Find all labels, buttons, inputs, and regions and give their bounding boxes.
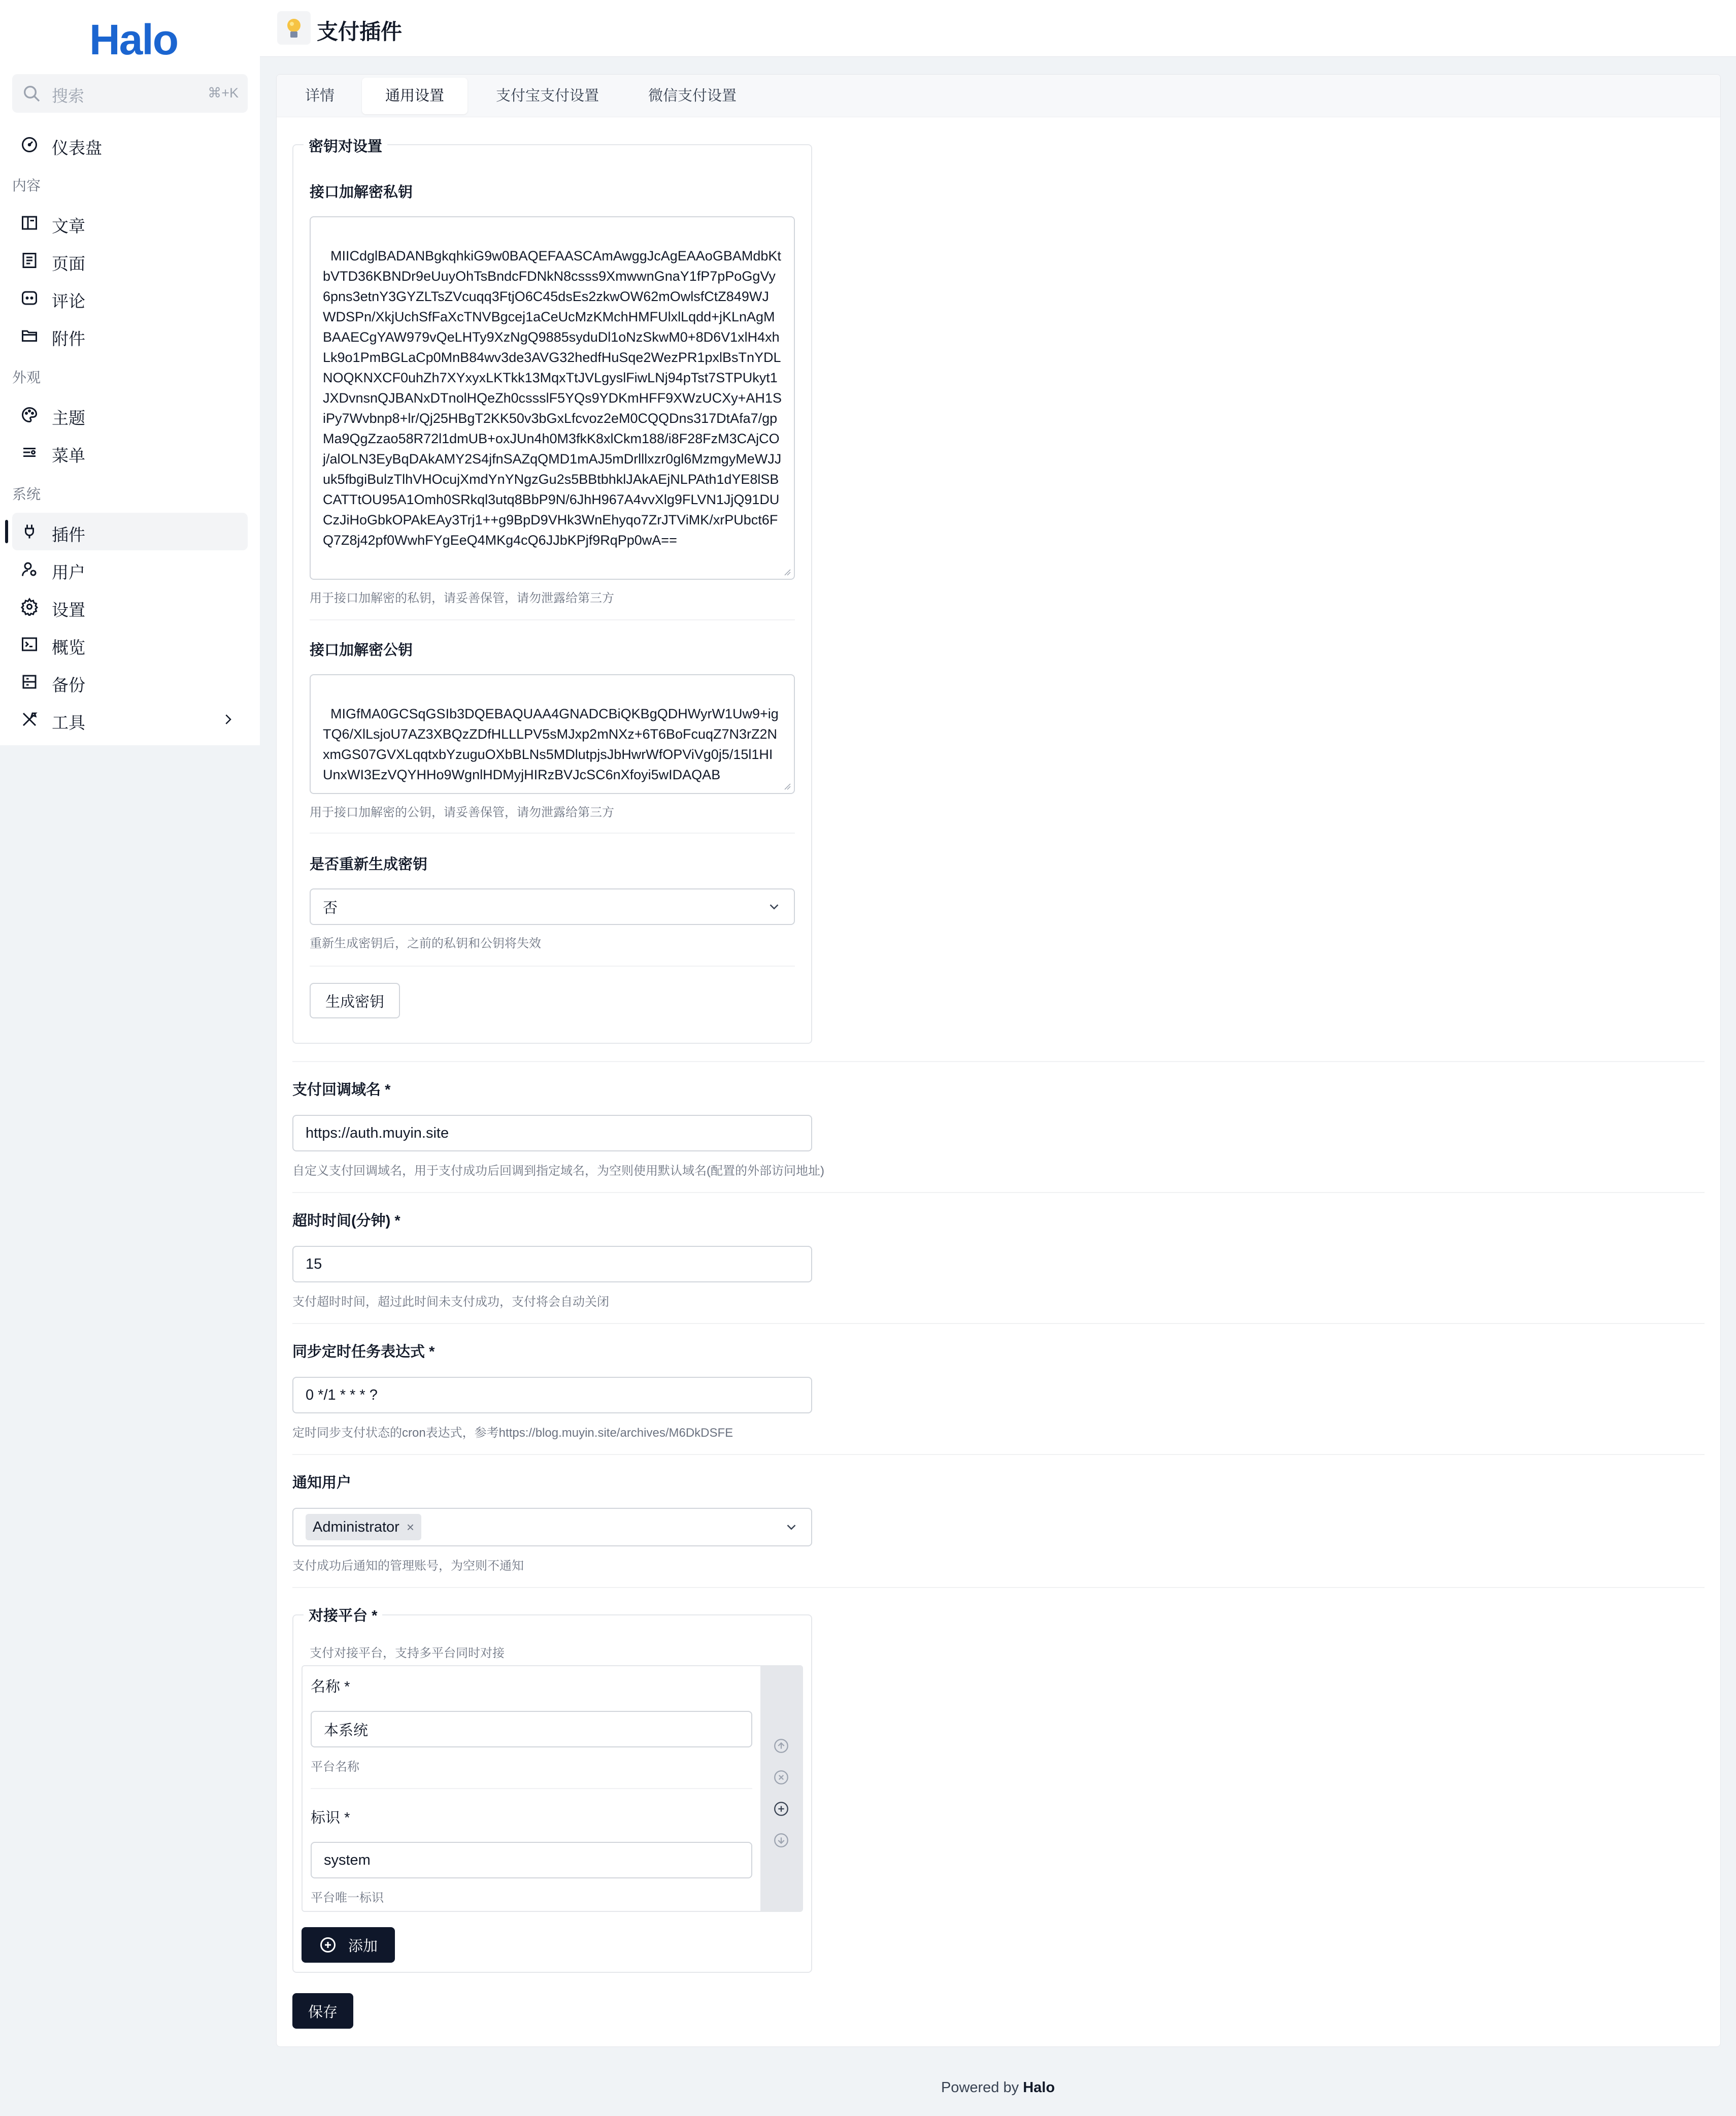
tab-general-settings[interactable]: 通用设置 bbox=[362, 78, 468, 114]
plug-icon bbox=[20, 522, 39, 541]
chevron-down-icon bbox=[766, 899, 782, 914]
cron-value: 0 */1 * * * ? bbox=[306, 1386, 378, 1403]
platform-id-value: system bbox=[324, 1852, 371, 1868]
sidebar-item-label: 评论 bbox=[52, 292, 85, 311]
cron-help: 定时同步支付状态的cron表达式，参考https://blog.muyin.site/archives/M6DkDSFE bbox=[292, 1426, 733, 1440]
callback-domain-input[interactable] bbox=[292, 1115, 812, 1151]
resize-grip-icon[interactable] bbox=[783, 782, 791, 790]
sidebar-item-label: 菜单 bbox=[52, 446, 85, 465]
public-key-value: MIGfMA0GCSqGSIb3DQEBAQUAA4GNADCBiQKBgQDHWyrW1Uw9+igTQ6/XlLsjoU7AZ3XBQzZDfHLLLPV5sMJxp2mNXz+6T6BoFcuqZ7N3rZ2NxmGS07GVXLqqtxbYzuguOXbBLNs5MDlutpjsJbHwrWfOPViVg0j5/15l1HIUnxWI3EzVQYHHo9WgnlHDMyjHIRzBVJcSC6nXfoyi5wIDAQAB bbox=[323, 706, 779, 782]
plugin-logo-icon bbox=[277, 11, 311, 45]
search-placeholder: 搜索 bbox=[52, 87, 85, 105]
sidebar-item-overview[interactable] bbox=[12, 625, 248, 663]
search-box[interactable] bbox=[12, 74, 248, 113]
entry-action-rail bbox=[760, 1666, 802, 1911]
platforms-help: 支付对接平台，支持多平台同时对接 bbox=[310, 1646, 505, 1660]
tab-alipay-settings[interactable]: 支付宝支付设置 bbox=[496, 88, 599, 104]
move-down-icon[interactable] bbox=[773, 1832, 790, 1849]
callback-help: 自定义支付回调域名，用于支付成功后回调到指定域名，为空则使用默认域名(配置的外部访问地址) bbox=[292, 1164, 824, 1178]
sidebar-item-label: 备份 bbox=[52, 676, 85, 695]
platform-id-help: 平台唯一标识 bbox=[311, 1891, 384, 1905]
private-key-textarea[interactable] bbox=[310, 216, 795, 580]
user-icon bbox=[20, 560, 39, 578]
cron-input[interactable] bbox=[292, 1377, 812, 1413]
platforms-legend: 对接平台 * bbox=[304, 1604, 382, 1625]
sidebar-item-comments[interactable] bbox=[12, 279, 248, 317]
database-icon bbox=[20, 673, 39, 691]
sidebar-item-label: 页面 bbox=[52, 254, 85, 273]
divider bbox=[292, 1061, 1705, 1062]
comment-icon bbox=[20, 289, 39, 307]
footer-prefix: Powered by bbox=[941, 2079, 1019, 2096]
add-platform-label: 添加 bbox=[348, 1938, 378, 1955]
platform-id-label: 标识 * bbox=[311, 1810, 350, 1826]
sidebar-item-menus[interactable] bbox=[12, 434, 248, 471]
sidebar-item-users[interactable] bbox=[12, 550, 248, 588]
sidebar-item-label: 用户 bbox=[52, 563, 85, 582]
platform-name-label: 名称 * bbox=[311, 1679, 350, 1695]
public-key-textarea[interactable] bbox=[310, 674, 795, 794]
tab-details[interactable]: 详情 bbox=[305, 88, 335, 104]
user-tag-label: Administrator bbox=[313, 1518, 399, 1535]
sidebar-item-tools[interactable] bbox=[12, 701, 248, 738]
footer bbox=[0, 2079, 1736, 2096]
generate-keys-button[interactable]: 生成密钥 bbox=[310, 983, 400, 1018]
platform-name-help: 平台名称 bbox=[311, 1760, 359, 1774]
sidebar-item-plugins[interactable] bbox=[12, 513, 248, 550]
group-label-content: 内容 bbox=[12, 178, 41, 193]
tab-wechat-settings[interactable]: 微信支付设置 bbox=[648, 88, 737, 104]
regen-select-value: 否 bbox=[323, 900, 338, 916]
tools-icon bbox=[20, 710, 39, 729]
private-key-help: 用于接口加解密的私钥，请妥善保管，请勿泄露给第三方 bbox=[310, 591, 614, 605]
move-up-icon[interactable] bbox=[773, 1737, 790, 1755]
chevron-right-icon bbox=[220, 712, 236, 727]
public-key-help: 用于接口加解密的公钥，请妥善保管，请勿泄露给第三方 bbox=[310, 806, 614, 819]
search-shortcut: ⌘+K bbox=[208, 85, 239, 101]
halo-logo[interactable]: Halo bbox=[89, 16, 178, 63]
private-key-label: 接口加解密私钥 bbox=[310, 184, 413, 201]
group-label-system: 系统 bbox=[12, 486, 41, 502]
remove-tag-icon[interactable]: × bbox=[406, 1519, 415, 1535]
keypair-legend: 密钥对设置 bbox=[304, 135, 387, 156]
divider bbox=[310, 833, 795, 834]
public-key-label: 接口加解密公钥 bbox=[310, 642, 413, 658]
sidebar-item-label: 仪表盘 bbox=[52, 139, 102, 157]
timeout-label: 超时时间(分钟) * bbox=[292, 1213, 400, 1229]
divider bbox=[310, 966, 795, 967]
notify-help: 支付成功后通知的管理账号，为空则不通知 bbox=[292, 1559, 524, 1573]
footer-brand-link[interactable]: Halo bbox=[1023, 2079, 1055, 2096]
palette-icon bbox=[20, 406, 39, 424]
sidebar-item-label: 文章 bbox=[52, 217, 85, 236]
timeout-input[interactable] bbox=[292, 1246, 812, 1282]
sidebar-item-dashboard[interactable] bbox=[12, 126, 248, 163]
platform-name-value: 本系统 bbox=[324, 1722, 369, 1739]
chevron-down-icon bbox=[784, 1519, 799, 1535]
notify-label: 通知用户 bbox=[292, 1475, 352, 1491]
save-button[interactable]: 保存 bbox=[292, 1993, 353, 2029]
book-icon bbox=[20, 214, 39, 232]
sidebar bbox=[0, 0, 260, 745]
divider bbox=[292, 1192, 1705, 1193]
timeout-value: 15 bbox=[306, 1255, 322, 1272]
sidebar-item-posts[interactable] bbox=[12, 204, 248, 242]
regen-label: 是否重新生成密钥 bbox=[310, 856, 428, 873]
divider bbox=[310, 619, 795, 620]
remove-entry-icon[interactable] bbox=[773, 1769, 790, 1786]
sidebar-item-label: 附件 bbox=[52, 329, 85, 348]
divider bbox=[292, 1454, 1705, 1455]
sidebar-item-label: 插件 bbox=[52, 525, 85, 544]
divider bbox=[292, 1587, 1705, 1588]
tab-bar bbox=[277, 75, 1720, 117]
page-icon bbox=[20, 251, 39, 270]
search-icon bbox=[21, 83, 42, 104]
private-key-value: MIICdglBADANBgkqhkiG9w0BAQEFAASCAmAwggJcAgEAAoGBAMdbKtbVTD36KBNDr9eUuyOhTsBndcFDNkN8csss9XmwwnGnaY1fP7pPoGgVy6pns3etnY3GYZLTsZVcuqq3FtjO6C45dsEs2zkwOW62mOwlsfCtZ849WJWDSPn/XkjUchSfFaXcTNVBgcej1aCeUcMzKMchHMFUlxlLqdd+jKLnAgMBAAECgYAW979vQeLHTy9XzNgQ9885syduDl1oNzSkwM0+8D6V1xlH4xhLk9o1PmBGLaCp0MnB84wv3de3AVG32hedfHuSqe2WezPR1pxlBsTnYDLNOQKNXCF0uhZh7XYxyxLKTkk13MqxTtJVLgyslFiwLNj94pTst7STPUkyt1JXDvnsnQJBANxDTnolHQeZh0cssslF5YQs9YDKmHFF9XWzUCXy+AH1SiPy7Wvbnp8+lr/Qj25HBgT2KK50v3bGxLfcvoz2eM0CQQDns317DtAfa7/gpMa9QgZzao58R72l1dmUB+oxJUn4h0M3fkK8xlCkm188/i8F28FzM3CAjCOj/alOLN3EyBqDAkAMY2S4jfnSAZqQMD1mAJ5mDrlllxzr0gl6MzmgyMeWJJuk5fbgiBulzTlhVHOcujXmdYnYNgzGu2s5BBtbhklJAkAEjNLPAth1dYE8lSBCATTtOU95A1Omh0SRkql3utq8BbP9N/6JhH967A4vvXlg9FLVN1JjQ91DUCzJiHoGbkOPAkEAy3Trj1++g9BpD9VHk3WnEhyqo7ZrJTViMK/xrPUbct6FQ7Z8j42pf0WwhFYgEeQ4MKg4cQ6JJbKPjf9RqPp0wA== bbox=[323, 248, 782, 548]
plus-circle-icon bbox=[319, 1936, 337, 1954]
sidebar-item-themes[interactable] bbox=[12, 396, 248, 434]
callback-label: 支付回调域名 * bbox=[292, 1082, 391, 1098]
dashboard-icon bbox=[20, 136, 39, 154]
divider bbox=[311, 1788, 752, 1789]
platform-name-input[interactable] bbox=[311, 1711, 752, 1747]
folder-icon bbox=[20, 326, 39, 345]
group-label-appearance: 外观 bbox=[12, 370, 41, 385]
page-title: 支付插件 bbox=[317, 20, 403, 44]
sidebar-item-pages[interactable] bbox=[12, 242, 248, 279]
add-entry-icon[interactable] bbox=[773, 1800, 790, 1817]
callback-domain-value: https://auth.muyin.site bbox=[306, 1125, 449, 1141]
resize-grip-icon[interactable] bbox=[783, 568, 791, 576]
sidebar-item-settings[interactable] bbox=[12, 588, 248, 625]
regen-help: 重新生成密钥后，之前的私钥和公钥将失效 bbox=[310, 937, 541, 950]
sidebar-item-label: 主题 bbox=[52, 409, 85, 427]
timeout-help: 支付超时时间，超过此时间未支付成功，支付将会自动关闭 bbox=[292, 1295, 609, 1309]
gear-icon bbox=[20, 598, 39, 616]
platform-id-input[interactable] bbox=[311, 1842, 752, 1878]
sidebar-item-attachments[interactable] bbox=[12, 317, 248, 354]
divider bbox=[292, 1323, 1705, 1324]
sidebar-item-label: 设置 bbox=[52, 601, 85, 619]
sidebar-item-label: 工具 bbox=[52, 713, 85, 732]
sidebar-item-label: 概览 bbox=[52, 638, 85, 657]
sidebar-item-backup[interactable] bbox=[12, 663, 248, 701]
add-platform-button[interactable] bbox=[302, 1927, 395, 1963]
menu-icon bbox=[20, 443, 39, 461]
terminal-icon bbox=[20, 635, 39, 653]
regen-select[interactable] bbox=[310, 888, 795, 925]
user-tag-administrator bbox=[306, 1514, 421, 1540]
cron-label: 同步定时任务表达式 * bbox=[292, 1344, 435, 1360]
page-header bbox=[260, 0, 1736, 57]
